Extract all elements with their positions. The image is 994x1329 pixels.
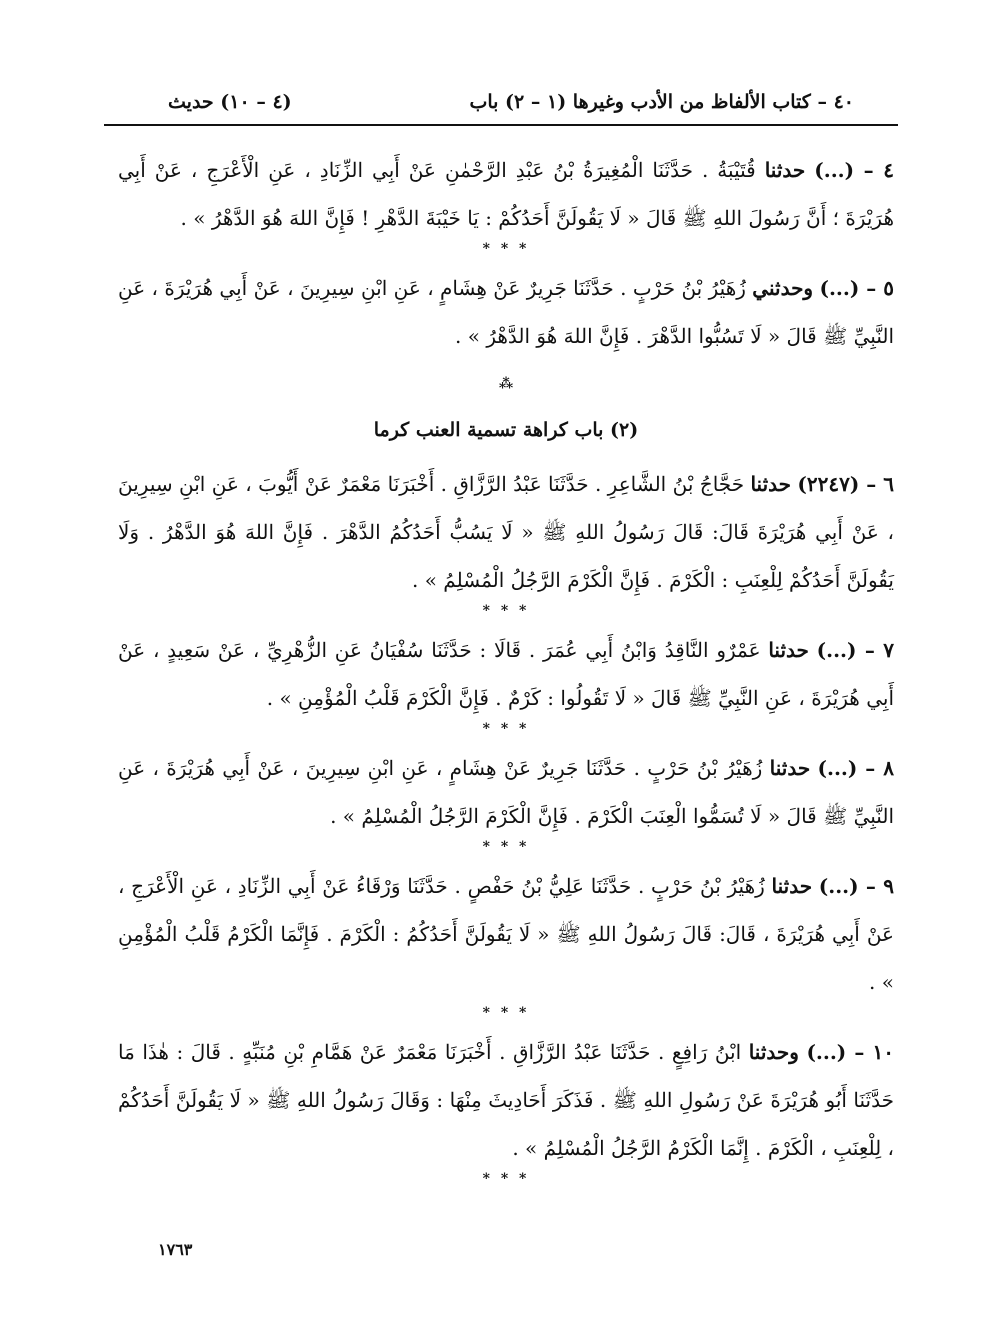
hadith-text: ابْنُ رَافِعٍ . حَدَّثَنَا عَبْدُ الرَّزَّاقِ . أَخْبَرَنَا مَعْمَرٌ عَنْ هَمَّامِ بْنِ مُنَبِّهٍ . قَالَ : هٰذَا مَا حَدَّثَنَا أَبُو هُرَيْرَةَ عَنْ رَسُولِ اللهِ ﷺ . فَذَكَرَ أَحَادِيثَ مِنْهَا : وَقَالَ رَسُولُ اللهِ ﷺ « لَا يَقُولَنَّ أَحَدُكُمْ ، لِلْعِنَبِ ، الْكَرْمَ . إِنَّمَا الْكَرْمُ الرَّجُلُ الْمُسْلِمُ » . (118, 1040, 894, 1160)
hadith-10 (118, 1028, 894, 1172)
hadith-text: حَجَّاجُ بْنُ الشَّاعِرِ . حَدَّثَنَا عَبْدُ الرَّزَّاقِ . أَخْبَرَنَا مَعْمَرٌ عَنْ أَيُّوبَ ، عَنِ ابْنِ سِيرِينَ ، عَنْ أَبِي هُرَيْرَةَ قَالَ: قَالَ رَسُولُ اللهِ ﷺ « لَا يَسُبُّ أَحَدُكُمُ الدَّهْرَ . فَإِنَّ اللهَ هُوَ الدَّهْرُ . وَلَا يَقُولَنَّ أَحَدُكُمْ لِلْعِنَبِ : الْكَرْمَ . فَإِنَّ الْكَرْمَ الرَّجُلُ الْمُسْلِمُ » . (118, 472, 894, 592)
hadith-text: زُهَيْرُ بْنُ حَرْبٍ . حَدَّثَنَا عَلِيُّ بْنُ حَفْصٍ . حَدَّثَنَا وَرْقَاءُ عَنْ أَبِي الزِّنَادِ ، عَنِ الْأَعْرَجِ ، عَنْ أَبِي هُرَيْرَةَ ، قَالَ: قَالَ رَسُولُ اللهِ ﷺ « لَا يَقُولَنَّ أَحَدُكُمُ : الْكَرْمَ . فَإِنَّمَا الْكَرْمُ قَلْبُ الْمُؤْمِنِ » . (118, 874, 894, 994)
hadith-opening: وحدثنا (748, 1040, 799, 1064)
hadith-number: ٨ – (...) (817, 756, 894, 780)
hadith-text: قُتَيْبَةُ . حَدَّثَنَا الْمُغِيرَةُ بْنُ عَبْدِ الرَّحْمٰنِ عَنْ أَبِي الزِّنَادِ ، عَنِ الْأَعْرَجِ ، عَنْ أَبِي هُرَيْرَةَ ؛ أَنَّ رَسُولَ اللهِ ﷺ قَالَ « لَا يَقُولَنَّ أَحَدُكُمْ : يَا خَيْبَةَ الدَّهْرِ ! فَإِنَّ اللهَ هُوَ الدَّهْرُ » . (118, 158, 894, 230)
hadith-number: ٧ – (...) (816, 638, 895, 662)
hadith-opening: حدثنا (771, 874, 813, 898)
hadith-opening: حدثنا (764, 158, 806, 182)
separator: * * * (482, 1171, 530, 1187)
hadith-number: ١٠ – (...) (806, 1040, 895, 1064)
star-separator: ⁂ (498, 376, 514, 392)
hadith-number: ٥ – (...) (819, 276, 895, 300)
running-header (168, 84, 854, 120)
separator: * * * (482, 241, 530, 257)
separator: * * * (482, 839, 530, 855)
hadith-number: ٩ – (...) (818, 874, 894, 898)
hadith-opening: وحدثني (752, 276, 814, 300)
hadith-opening: حدثنا (769, 756, 811, 780)
hadith-9 (118, 862, 894, 1006)
hadith-text: عَمْرٌو النَّاقِدُ وَابْنُ أَبِي عُمَرَ . قَالَا : حَدَّثَنَا سُفْيَانُ عَنِ الزُّهْرِيِّ ، عَنْ سَعِيدٍ ، عَنْ أَبِي هُرَيْرَةَ ، عَنِ النَّبِيِّ ﷺ قَالَ « لَا تَقُولُوا : كَرْمٌ . فَإِنَّ الْكَرْمَ قَلْبُ الْمُؤْمِنِ » . (118, 638, 894, 710)
hadith-7 (118, 626, 894, 722)
hadith-number: ٦ – (٢٢٤٧) (797, 472, 895, 496)
hadith-opening: حدثنا (768, 638, 809, 662)
hadith-4 (118, 146, 894, 242)
hadith-text: زُهَيْرُ بْنُ حَرْبٍ . حَدَّثَنَا جَرِيرٌ عَنْ هِشَامٍ ، عَنِ ابْنِ سِيرِينَ ، عَنْ أَبِي هُرَيْرَةَ ، عَنِ النَّبِيِّ ﷺ قَالَ « لَا تَسُبُّوا الدَّهْرَ . فَإِنَّ اللهَ هُوَ الدَّهْرُ » . (118, 276, 894, 348)
hadith-number: ٤ – (...) (814, 158, 895, 182)
hadith-opening: حدثنا (750, 472, 792, 496)
hadith-8 (118, 744, 894, 840)
chapter-title: (٢) باب كراهة تسمية العنب كرما (373, 419, 639, 441)
hadith-5 (118, 264, 894, 360)
separator: * * * (482, 1005, 530, 1021)
separator: * * * (482, 603, 530, 619)
separator: * * * (482, 721, 530, 737)
header-hadith-range: (٤ – ١٠) حديث (168, 91, 292, 113)
page-body (118, 146, 894, 1194)
header-rule (104, 124, 898, 126)
hadith-text: زُهَيْرُ بْنُ حَرْبٍ . حَدَّثَنَا جَرِيرٌ عَنْ هِشَامٍ ، عَنِ ابْنِ سِيرِينَ ، عَنْ أَبِي هُرَيْرَةَ ، عَنِ النَّبِيِّ ﷺ قَالَ « لَا تُسَمُّوا الْعِنَبَ الْكَرْمَ . فَإِنَّ الْكَرْمَ الرَّجُلُ الْمُسْلِمُ » . (118, 756, 894, 828)
hadith-6 (118, 460, 894, 604)
page-number: ١٧٦٣ (158, 1240, 193, 1259)
header-book-title: ٤٠ – كتاب الألفاظ من الأدب وغيرها (١ – ٢) باب (469, 91, 854, 113)
